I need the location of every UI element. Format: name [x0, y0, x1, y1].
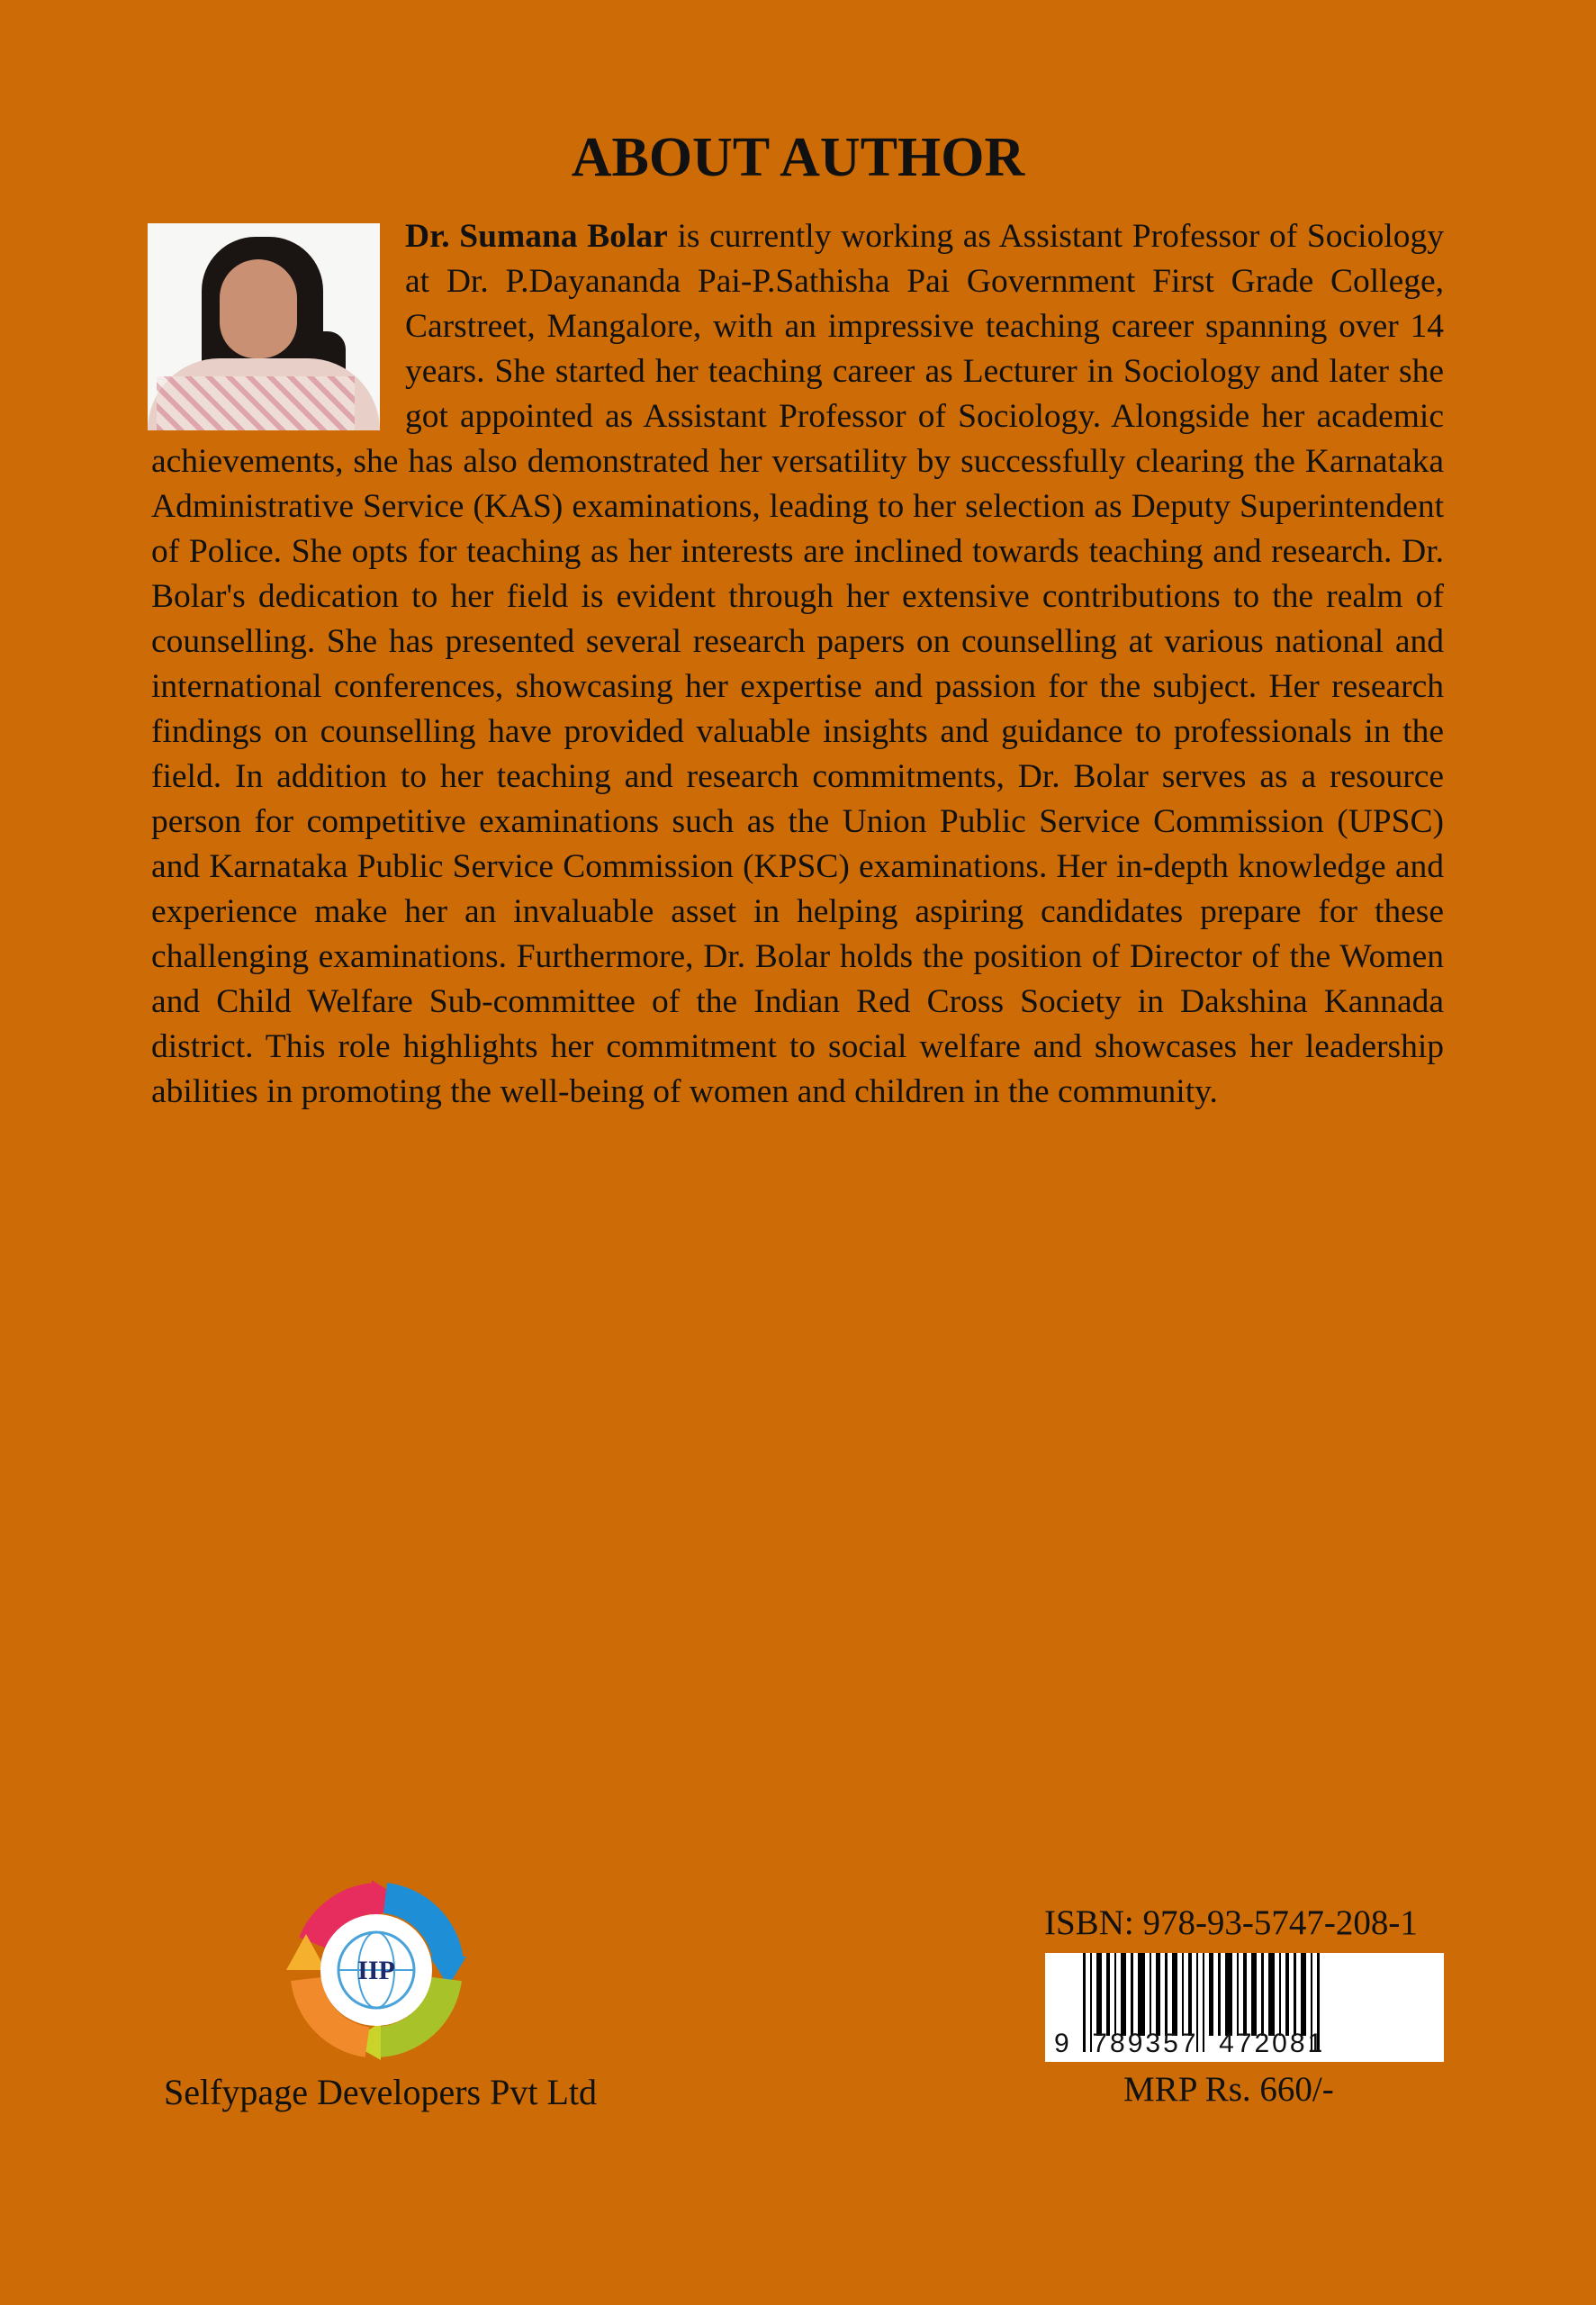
svg-text:IIP: IIP — [357, 1956, 395, 1985]
page-title: ABOUT AUTHOR — [571, 127, 1025, 188]
isbn-barcode — [1045, 1953, 1444, 2062]
author-bio-text: is currently working as Assistant Professor of Sociology at Dr. P.Dayananda Pai-P.Sathisha Pai Government First Grade College, Carstreet, Mangalore, with an impressive teaching career spanning over 14 years. She started her teaching career as Lecturer in Sociology and later she got appointed as Assistant Professor of Sociology. Alongside her academic achievements, she has also demonstrated her versatility by successfully clearing the Karnataka Administrative Service (KAS) examinations, leading to her selection as Deputy Superintendent of Police. She opts for teaching as her interests are inclined towards teaching and research. Dr. Bolar's dedication to her field is evident through her extensive contributions to the realm of counselling. She has presented several research papers on counselling at various national and international conferences, showcasing her expertise and passion for the subject. Her research findings on counselling have provided valuable insights and guidance to professionals in the field. In addition to her teaching and research commitments, Dr. Bolar serves as a resource person for competitive examinations such as the Union Public Service Commission (UPSC) and Karnataka Public Service Commission (KPSC) examinations. Her in-depth knowledge and experience make her an invaluable asset in helping aspiring candidates prepare for these challenging examinations. Furthermore, Dr. Bolar holds the position of Director of the Women and Child Welfare Sub-committee of the Indian Red Cross Society in Dakshina Kannada district. This role highlights her commitment to social welfare and showcases her leadership abilities in promoting the well-being of women and children in the community. — [151, 218, 1444, 1110]
publisher-name: Selfypage Developers Pvt Ltd — [164, 2072, 597, 2112]
author-bio-section — [151, 214, 1444, 1115]
isbn-label: ISBN: 978-93-5747-208-1 — [1044, 1903, 1418, 1942]
price-label: MRP Rs. 660/- — [1123, 2070, 1334, 2109]
iip-logo-icon — [286, 1880, 466, 2060]
barcode-digits: 9 789357 472081 — [1054, 2029, 1326, 2058]
barcode-bars — [1083, 1953, 1425, 2038]
author-name: Dr. Sumana Bolar — [405, 218, 668, 255]
author-photo — [148, 223, 380, 430]
publisher-logo — [286, 1880, 466, 2060]
